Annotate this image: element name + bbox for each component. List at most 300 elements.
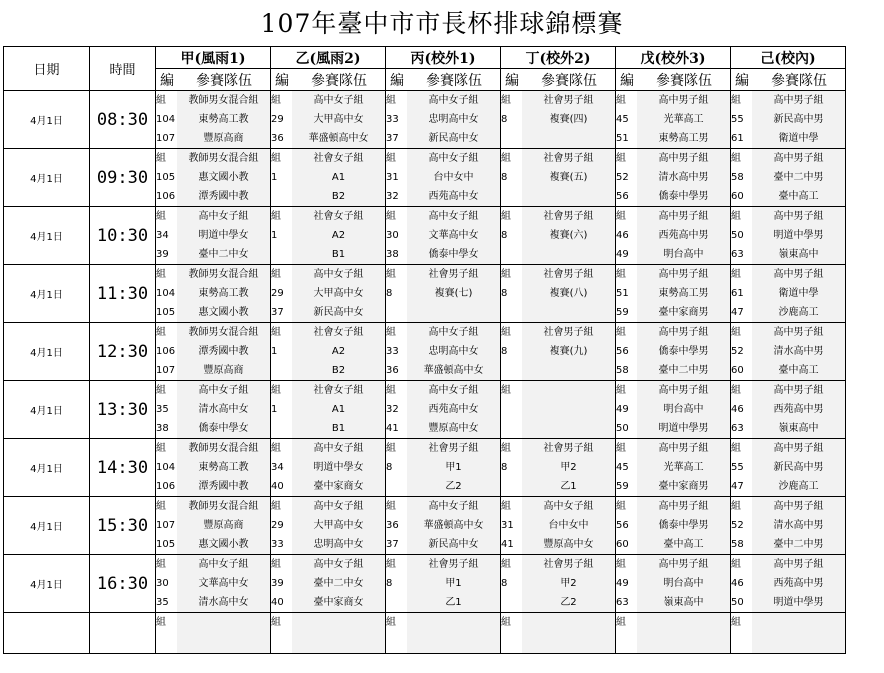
group-name: 高中男子組: [637, 439, 730, 458]
group-mark: 組: [731, 152, 741, 164]
team-number: [501, 245, 522, 264]
team-name: 臺中二中女: [177, 245, 270, 264]
team-name: 清水高中男: [637, 168, 730, 187]
group-name: 高中男子組: [752, 439, 845, 458]
time-cell: 08:30: [90, 91, 156, 149]
team-name: 甲1: [407, 574, 500, 593]
team-name: 臺中高工: [637, 535, 730, 554]
game-cell: [156, 323, 271, 381]
group-name: 社會男子組: [407, 265, 500, 284]
team-number: 106: [156, 190, 176, 202]
team-number: [386, 593, 407, 612]
schedule-row: [4, 381, 846, 439]
team-name: [522, 400, 615, 419]
team-number: 31: [501, 519, 514, 531]
game-cell: [731, 265, 846, 323]
team-name: 東勢高工教: [177, 458, 270, 477]
team-number: 33: [386, 345, 399, 357]
team-number: [501, 633, 522, 653]
group-mark: 組: [271, 384, 281, 396]
team-name: 嶺東高中: [637, 593, 730, 612]
team-name: B1: [292, 419, 385, 438]
game-cell: [501, 613, 616, 654]
team-number: 104: [156, 287, 176, 299]
team-name: 光華高工: [637, 110, 730, 129]
game-cell: [616, 323, 731, 381]
team-number: 1: [271, 403, 278, 415]
game-cell: [156, 91, 271, 149]
col-team-label: 參賽隊伍: [196, 72, 252, 89]
team-number: 37: [271, 306, 284, 318]
court-header: 丁(校外2): [501, 47, 616, 69]
team-number: [386, 303, 407, 322]
group-name: 社會女子組: [292, 381, 385, 400]
sub-header: [616, 69, 731, 91]
team-name: 文華高中女: [177, 574, 270, 593]
team-name: [522, 187, 615, 206]
team-name: 嶺東高中: [752, 245, 845, 264]
game-cell: [386, 91, 501, 149]
group-mark: 組: [386, 326, 396, 338]
team-name: A1: [292, 400, 385, 419]
team-name: 複賽(九): [522, 342, 615, 361]
team-number: 61: [731, 132, 744, 144]
team-name: 清水高中女: [177, 593, 270, 612]
group-mark: 組: [271, 500, 281, 512]
team-number: 50: [731, 229, 744, 241]
date-cell: 4月1日: [4, 91, 90, 149]
game-cell: [501, 323, 616, 381]
group-mark: 組: [156, 94, 166, 106]
team-number: [501, 187, 522, 206]
game-cell: [731, 613, 846, 654]
team-number: 51: [616, 287, 629, 299]
team-name: [522, 419, 615, 438]
team-number: 106: [156, 345, 176, 357]
game-cell: [271, 265, 386, 323]
group-name: 社會男子組: [522, 91, 615, 110]
team-number: 50: [731, 596, 744, 608]
team-number: 35: [156, 596, 169, 608]
group-mark: 組: [501, 268, 511, 280]
date-cell: 4月1日: [4, 207, 90, 265]
group-name: 高中男子組: [752, 265, 845, 284]
group-name: 高中男子組: [752, 497, 845, 516]
team-number: [501, 303, 522, 322]
team-name: 新民高中男: [752, 458, 845, 477]
group-name: [522, 381, 615, 400]
team-name: B2: [292, 361, 385, 380]
game-cell: [616, 439, 731, 497]
team-number: 8: [501, 577, 508, 589]
game-cell: [616, 149, 731, 207]
team-name: [522, 303, 615, 322]
group-mark: 組: [731, 210, 741, 222]
team-name: A1: [292, 168, 385, 187]
team-name: 台中女中: [522, 516, 615, 535]
team-number: [501, 361, 522, 380]
team-name: 明道中學女: [292, 458, 385, 477]
team-name: 衛道中學: [752, 129, 845, 148]
team-name: 華盛頓高中女: [407, 516, 500, 535]
group-mark: 組: [616, 384, 626, 396]
game-cell: [156, 149, 271, 207]
game-cell: [501, 497, 616, 555]
schedule-row: [4, 91, 846, 149]
team-number: 34: [156, 229, 169, 241]
team-name: 複賽(八): [522, 284, 615, 303]
group-mark: 組: [271, 94, 281, 106]
game-cell: [271, 91, 386, 149]
group-mark: 組: [731, 558, 741, 570]
team-number: [386, 633, 407, 653]
team-name: 嶺東高中: [752, 419, 845, 438]
team-number: 8: [501, 461, 508, 473]
group-mark: 組: [386, 617, 396, 628]
team-number: 107: [156, 364, 176, 376]
group-name: 教師男女混合組: [177, 323, 270, 342]
team-name: 沙鹿高工: [752, 303, 845, 322]
group-name: 高中男子組: [637, 265, 730, 284]
team-number: 58: [731, 171, 744, 183]
team-name: [752, 633, 845, 653]
team-name: 臺中家商女: [292, 593, 385, 612]
team-name: 忠明高中女: [407, 110, 500, 129]
team-number: 1: [271, 171, 278, 183]
team-number: 45: [616, 113, 629, 125]
team-name: 豐原高中女: [522, 535, 615, 554]
group-name: 高中男子組: [752, 207, 845, 226]
team-name: [637, 633, 730, 653]
team-number: 55: [731, 113, 744, 125]
team-name: 豐原高中女: [407, 419, 500, 438]
col-num-label: 編: [160, 72, 174, 89]
team-name: 西苑高中男: [637, 226, 730, 245]
team-number: 105: [156, 306, 176, 318]
group-mark: 組: [731, 500, 741, 512]
team-name: 西苑高中女: [407, 187, 500, 206]
team-number: [616, 633, 637, 653]
game-cell: [271, 555, 386, 613]
group-name: 教師男女混合組: [177, 91, 270, 110]
team-name: B2: [292, 187, 385, 206]
group-name: 教師男女混合組: [177, 497, 270, 516]
team-number: 63: [616, 596, 629, 608]
team-number: 36: [271, 132, 284, 144]
game-cell: [731, 91, 846, 149]
game-cell: [386, 265, 501, 323]
team-name: 乙2: [407, 477, 500, 496]
team-number: 52: [731, 519, 744, 531]
game-cell: [386, 555, 501, 613]
group-mark: 組: [386, 558, 396, 570]
team-name: 乙1: [522, 477, 615, 496]
team-name: 甲2: [522, 574, 615, 593]
team-number: 105: [156, 538, 176, 550]
team-number: 106: [156, 480, 176, 492]
team-number: 46: [731, 577, 744, 589]
col-team-label: 參賽隊伍: [426, 72, 482, 89]
team-name: 西苑高中男: [752, 400, 845, 419]
team-number: [501, 400, 522, 419]
team-number: 32: [386, 190, 399, 202]
group-name: 高中男子組: [637, 555, 730, 574]
time-cell: 14:30: [90, 439, 156, 497]
team-number: 49: [616, 248, 629, 260]
game-cell: [386, 613, 501, 654]
team-name: 清水高中男: [752, 342, 845, 361]
team-name: [407, 303, 500, 322]
schedule-row: [4, 439, 846, 497]
group-name: 高中女子組: [292, 439, 385, 458]
team-number: 40: [271, 480, 284, 492]
group-mark: 組: [271, 558, 281, 570]
team-number: 41: [501, 538, 514, 550]
group-mark: 組: [156, 210, 166, 222]
team-name: 豐原高商: [177, 361, 270, 380]
game-cell: [156, 207, 271, 265]
time-cell: 09:30: [90, 149, 156, 207]
team-name: 惠文國小教: [177, 535, 270, 554]
team-number: 8: [386, 287, 393, 299]
game-cell: [731, 149, 846, 207]
game-cell: [731, 555, 846, 613]
group-mark: 組: [501, 617, 511, 628]
team-name: 僑泰中學女: [177, 419, 270, 438]
team-number: 29: [271, 113, 284, 125]
group-name: 高中男子組: [637, 497, 730, 516]
team-name: 僑泰中學男: [637, 187, 730, 206]
group-name: 教師男女混合組: [177, 265, 270, 284]
game-cell: [616, 381, 731, 439]
group-mark: 組: [386, 268, 396, 280]
game-cell: [501, 381, 616, 439]
team-number: [501, 593, 522, 612]
group-mark: 組: [501, 442, 511, 454]
team-name: [407, 633, 500, 653]
team-name: 潭秀國中教: [177, 477, 270, 496]
court-header: 乙(風雨2): [271, 47, 386, 69]
group-mark: 組: [731, 384, 741, 396]
game-cell: [731, 381, 846, 439]
team-name: 大甲高中女: [292, 110, 385, 129]
team-name: 西苑高中男: [752, 574, 845, 593]
team-name: 僑泰中學男: [637, 342, 730, 361]
team-name: 新民高中女: [407, 129, 500, 148]
group-mark: 組: [616, 617, 626, 628]
team-name: 複賽(四): [522, 110, 615, 129]
group-mark: 組: [731, 268, 741, 280]
group-name: 高中女子組: [292, 555, 385, 574]
group-mark: 組: [616, 442, 626, 454]
team-number: 49: [616, 403, 629, 415]
team-name: 華盛頓高中女: [292, 129, 385, 148]
game-cell: [271, 497, 386, 555]
group-mark: 組: [386, 500, 396, 512]
team-name: 清水高中女: [177, 400, 270, 419]
team-name: 臺中家商男: [637, 477, 730, 496]
group-name: 高中男子組: [752, 149, 845, 168]
group-mark: 組: [616, 500, 626, 512]
team-number: 58: [731, 538, 744, 550]
team-number: 8: [501, 345, 508, 357]
game-cell: [501, 91, 616, 149]
game-cell: [386, 381, 501, 439]
group-mark: 組: [156, 442, 166, 454]
team-name: 明台高中: [637, 245, 730, 264]
date-cell: 4月1日: [4, 381, 90, 439]
group-mark: 組: [501, 384, 511, 396]
team-name: 複賽(六): [522, 226, 615, 245]
group-mark: 組: [156, 152, 166, 164]
game-cell: [271, 149, 386, 207]
team-number: 39: [271, 577, 284, 589]
team-name: 惠文國小教: [177, 168, 270, 187]
schedule-row: [4, 323, 846, 381]
group-name: [407, 613, 500, 633]
team-name: B1: [292, 245, 385, 264]
group-name: 高中女子組: [292, 91, 385, 110]
game-cell: [386, 323, 501, 381]
group-name: 社會男子組: [407, 439, 500, 458]
team-number: 1: [271, 345, 278, 357]
sub-header: [501, 69, 616, 91]
group-mark: 組: [616, 94, 626, 106]
schedule-table: [3, 46, 846, 654]
team-name: [522, 129, 615, 148]
group-mark: 組: [731, 442, 741, 454]
team-name: 臺中家商男: [637, 303, 730, 322]
group-name: 高中女子組: [292, 497, 385, 516]
team-number: 51: [616, 132, 629, 144]
court-header: 甲(風雨1): [156, 47, 271, 69]
group-mark: 組: [501, 210, 511, 222]
team-name: A2: [292, 226, 385, 245]
team-name: 新民高中女: [407, 535, 500, 554]
team-name: 甲1: [407, 458, 500, 477]
team-name: 臺中家商女: [292, 477, 385, 496]
team-number: [501, 477, 522, 496]
team-name: 明台高中: [637, 400, 730, 419]
group-name: 高中女子組: [407, 149, 500, 168]
col-team-label: 參賽隊伍: [771, 72, 827, 89]
game-cell: [731, 323, 846, 381]
group-name: 高中男子組: [752, 555, 845, 574]
game-cell: [616, 207, 731, 265]
col-num-label: 編: [505, 72, 519, 89]
sub-header: [271, 69, 386, 91]
team-number: 104: [156, 113, 176, 125]
sub-header: [156, 69, 271, 91]
team-number: 52: [731, 345, 744, 357]
group-name: 社會男子組: [522, 439, 615, 458]
team-number: 50: [616, 422, 629, 434]
group-name: 社會女子組: [292, 207, 385, 226]
group-name: 高中女子組: [407, 323, 500, 342]
team-name: [522, 633, 615, 653]
team-name: 沙鹿高工: [752, 477, 845, 496]
team-number: 8: [386, 577, 393, 589]
team-name: [522, 245, 615, 264]
team-name: 豐原高商: [177, 129, 270, 148]
game-cell: [156, 497, 271, 555]
team-name: 衛道中學: [752, 284, 845, 303]
team-number: 29: [271, 287, 284, 299]
team-number: [501, 129, 522, 148]
team-name: [522, 361, 615, 380]
team-name: 臺中二中男: [637, 361, 730, 380]
team-number: 36: [386, 364, 399, 376]
team-name: 乙2: [522, 593, 615, 612]
game-cell: [386, 497, 501, 555]
game-cell: [156, 381, 271, 439]
group-name: 社會男子組: [407, 555, 500, 574]
team-number: 46: [616, 229, 629, 241]
team-number: 60: [731, 190, 744, 202]
col-num-label: 編: [275, 72, 289, 89]
group-name: 高中女子組: [407, 207, 500, 226]
game-cell: [386, 207, 501, 265]
time-cell: 16:30: [90, 555, 156, 613]
group-name: 高中男子組: [752, 91, 845, 110]
game-cell: [271, 439, 386, 497]
page-title: 107年臺中市市長杯排球錦標賽: [260, 9, 624, 38]
col-num-label: 編: [735, 72, 749, 89]
team-number: 56: [616, 519, 629, 531]
group-mark: 組: [501, 558, 511, 570]
team-name: 潭秀國中教: [177, 342, 270, 361]
group-name: 高中男子組: [752, 381, 845, 400]
team-number: 58: [616, 364, 629, 376]
group-name: [177, 613, 270, 633]
group-mark: 組: [386, 210, 396, 222]
time-cell: [90, 613, 156, 654]
court-header: 戊(校外3): [616, 47, 731, 69]
group-name: 高中男子組: [637, 323, 730, 342]
date-cell: 4月1日: [4, 323, 90, 381]
team-number: 8: [501, 229, 508, 241]
game-cell: [501, 265, 616, 323]
col-team-label: 參賽隊伍: [311, 72, 367, 89]
game-cell: [501, 439, 616, 497]
game-cell: [156, 613, 271, 654]
team-name: [292, 633, 385, 653]
group-mark: 組: [386, 442, 396, 454]
team-number: 32: [386, 403, 399, 415]
team-name: 臺中高工: [752, 361, 845, 380]
group-mark: 組: [156, 384, 166, 396]
group-name: 高中男子組: [637, 207, 730, 226]
group-mark: 組: [271, 210, 281, 222]
team-number: 38: [156, 422, 169, 434]
team-name: 明道中學女: [177, 226, 270, 245]
team-number: 8: [501, 287, 508, 299]
team-number: 33: [271, 538, 284, 550]
team-number: [156, 633, 177, 653]
col-num-label: 編: [620, 72, 634, 89]
team-name: [177, 633, 270, 653]
team-name: 東勢高工男: [637, 129, 730, 148]
game-cell: [616, 497, 731, 555]
team-number: 30: [386, 229, 399, 241]
team-number: 59: [616, 306, 629, 318]
team-number: [271, 361, 292, 380]
game-cell: [731, 207, 846, 265]
team-number: [271, 419, 292, 438]
team-number: 63: [731, 422, 744, 434]
group-name: 高中女子組: [292, 265, 385, 284]
team-name: 西苑高中女: [407, 400, 500, 419]
